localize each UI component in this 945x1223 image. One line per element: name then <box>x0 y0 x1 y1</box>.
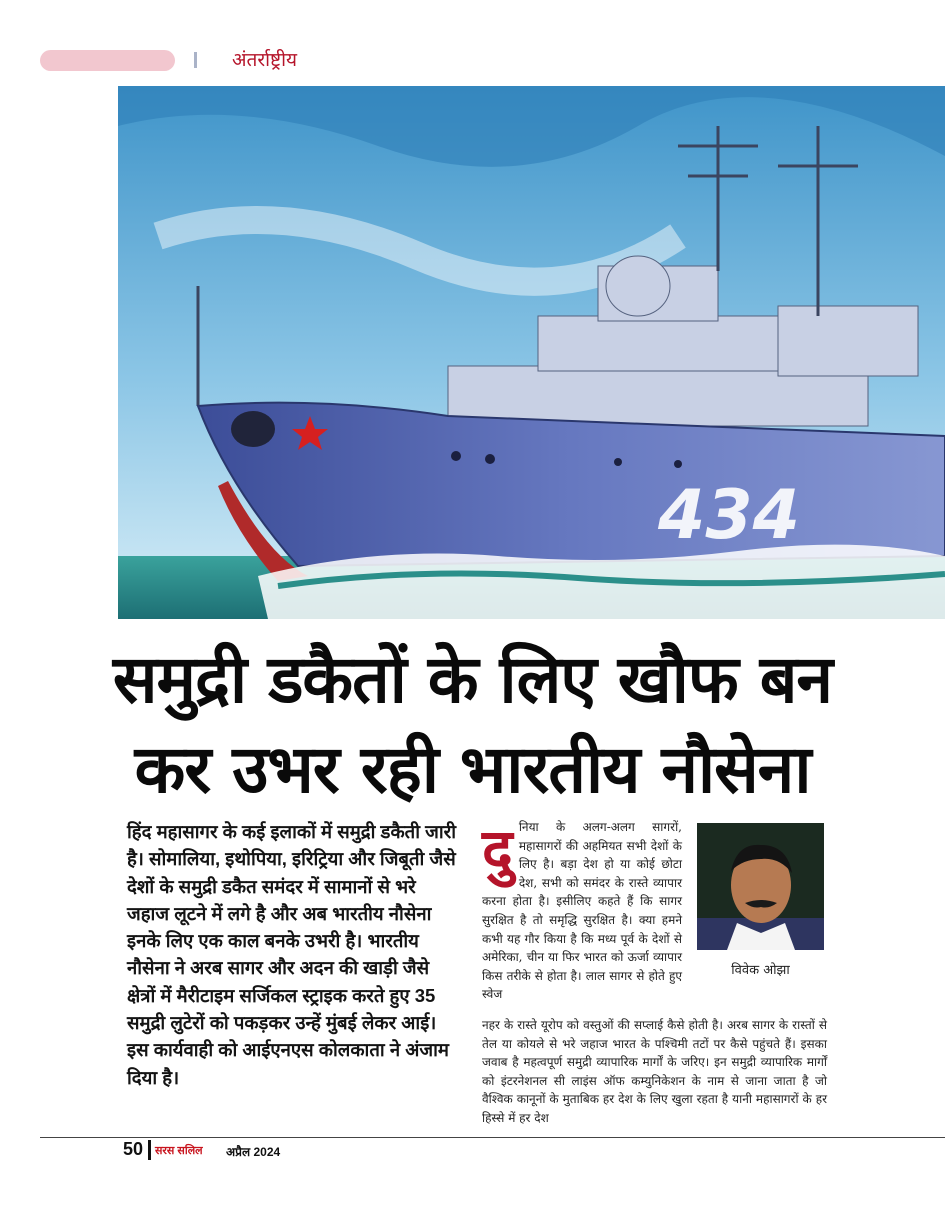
footer-divider <box>148 1140 151 1160</box>
article-body-bottom: नहर के रास्ते यूरोप को वस्तुओं की सप्लाई कैसे होती है। अरब सागर के रास्तों से तेल या कोयले से भरे जहाज भारत के पश्चिमी तटों पर कैसे पहुंचते हैं। इसका जवाब है महत्वपूर्ण समुद्री व्यापारिक मार्गों के जरिए। इन समुद्री व्यापारिक मार्गों को इंटरनेशनल सी लाइंस ऑफ कम्युनिकेशन के नाम से जाना जाता है जो वैश्विक कानूनों के मुताबिक हर देश के लिए खुला रहता है यानी महासागरों के हर हिस्से में हर देश <box>482 1018 827 1125</box>
hull-number: 434 <box>658 476 800 555</box>
headline-line-2: कर उभर रही भारतीय नौसेना <box>134 731 811 808</box>
author-caption: विवेक ओझा <box>731 963 790 978</box>
header-separator <box>194 52 197 68</box>
article-headline <box>110 635 835 815</box>
warship-illustration <box>118 86 945 619</box>
magazine-logo: सरस सलिल <box>155 1145 203 1157</box>
drop-cap: दु <box>482 816 513 884</box>
body-top-text: निया के अलग-अलग सागरों, महासागरों की अहमियत सभी देशों के लिए है। बड़ा देश हो या कोई छोटा देश, सभी को समंदर के रास्ते व्यापार करना होता है। इसीलिए कहते हैं कि सागर सुरक्षित है तो समृद्धि सुरक्षित है। क्या हमने कभी यह गौर किया है कि मध्य पूर्व के देशों से अमेरिका, चीन या फिर भारत को ऊर्जा व्यापार किस तरीके से होता है। लाल सागर से होते हुए स्वेज <box>482 820 682 1002</box>
article-intro: हिंद महासागर के कई इलाकों में समुद्री डकैती जारी है। सोमालिया, इथोपिया, इरिट्रिया और जिबूती जैसे देशों के समुद्री डकैत समंदर में सामानों से भरे जहाज लूटने में लगे है और अब भारतीय नौसेना इनके लिए एक काल बनके उभरी है। भारतीय नौसेना ने अरब सागर और अदन की खाड़ी जैसे क्षेत्रों में मैरीटाइम सर्जिकल स्ट्राइक करते हुए 35 समुद्री लुटेरों को पकड़कर उन्हें मुंबई लेकर आई। इस कार्यवाही को आईएनएस कोलकाता ने अंजाम दिया है। <box>127 821 456 1088</box>
footer-rule <box>40 1137 945 1138</box>
author-photo <box>697 823 824 950</box>
issue-date: अप्रैल 2024 <box>226 1145 281 1159</box>
section-label: अंतर्राष्ट्रीय <box>232 49 298 71</box>
section-tag-pill <box>40 50 175 71</box>
page-number: 50 <box>123 1139 144 1159</box>
headline-line-1: समुद्री डकैतों के लिए खौफ बन <box>112 641 833 718</box>
article-body-top <box>482 818 682 1004</box>
